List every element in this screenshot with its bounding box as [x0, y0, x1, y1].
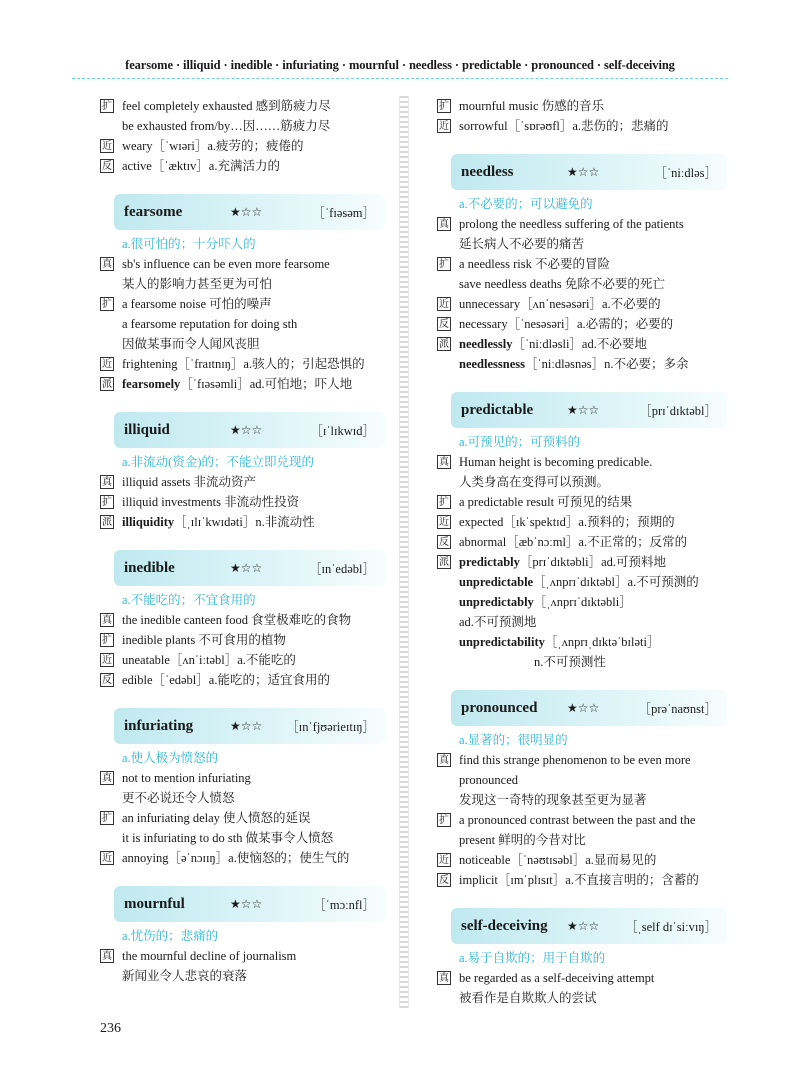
line-text: it is infuriating to do sth 做某事令人愤怒	[122, 831, 334, 845]
line-text: needlessness［ˈniːdləsnəs］n.不必要；多余	[459, 357, 689, 371]
headword: fearsome	[124, 203, 183, 220]
line-text: find this strange phenomenon to be even more	[459, 753, 691, 767]
line-text: unpredictable［ˌʌnprɪˈdɪktəbl］a.不可预测的	[459, 575, 699, 589]
entry-line	[437, 968, 727, 988]
entry-tag-icon: 派	[102, 517, 112, 528]
line-text: feel completely exhausted 感到筋疲力尽	[122, 99, 331, 113]
entry-line	[437, 632, 727, 652]
headword-banner	[451, 908, 727, 944]
difficulty-stars: ★☆☆	[230, 204, 263, 219]
entry-line	[437, 552, 727, 572]
headword-meaning: a.可预见的；可预料的	[459, 435, 581, 449]
entry-tag-icon: 扩	[102, 497, 112, 508]
derived-word: predictably	[459, 555, 520, 569]
line-text: n.不可预测性	[534, 655, 606, 669]
line-text: unpredictably［ˌʌnprɪˈdɪktəbli］	[459, 595, 632, 609]
continuation-line	[437, 96, 727, 116]
headword: mournful	[124, 895, 185, 912]
difficulty-stars: ★☆☆	[567, 918, 600, 933]
entry-tag-icon: 反	[439, 537, 449, 548]
entry-line	[100, 966, 385, 986]
entry-line	[437, 334, 727, 354]
line-text: frightening［ˈfraɪtnɪŋ］a.骇人的；引起恐惧的	[122, 357, 365, 371]
line-text: edible［ˈedəbl］a.能吃的；适宜食用的	[122, 673, 330, 687]
entry-line	[437, 572, 727, 592]
entry-line	[100, 314, 385, 334]
entry-tag-icon: 真	[102, 477, 112, 488]
line-text: the inedible canteen food 食堂极难吃的食物	[122, 613, 352, 627]
headword-meaning: a.忧伤的；悲痛的	[122, 929, 219, 943]
entry-tag-icon: 真	[439, 973, 449, 984]
entry-tag-icon: 扩	[102, 635, 112, 646]
line-text: be exhausted from/by…因……筋疲力尽	[122, 119, 331, 133]
entry-tag-icon: 真	[439, 457, 449, 468]
line-text: a needless risk 不必要的冒险	[459, 257, 611, 271]
entry-tag-icon: 真	[439, 219, 449, 230]
entry-tag-icon: 派	[102, 379, 112, 390]
entry-line	[100, 354, 385, 374]
phonetic: ［ˈfɪəsəm］	[312, 206, 375, 220]
line-text: a pronounced contrast between the past and the	[459, 813, 696, 827]
line-text: the mournful decline of journalism	[122, 949, 297, 963]
line-text: needlessly［ˈniːdləsli］ad.不必要地	[459, 337, 647, 351]
line-text: pronounced	[459, 773, 519, 787]
line-text: 新闻业令人悲哀的衰落	[122, 969, 248, 983]
running-header: fearsome · illiquid · inedible · infuriating · mournful · needless · predictable · pronounced · self-deceiving	[125, 58, 675, 72]
entry-line	[100, 294, 385, 314]
difficulty-stars: ★☆☆	[230, 422, 263, 437]
line-text: illiquid investments 非流动性投资	[122, 495, 300, 509]
entry-tag-icon: 扩	[102, 299, 112, 310]
entry-line	[437, 452, 727, 472]
phonetic: ［prəˈnaʊnst］	[638, 702, 717, 716]
line-text: a fearsome noise 可怕的噪声	[122, 297, 272, 311]
headword: inedible	[124, 559, 175, 576]
headword: needless	[461, 163, 514, 180]
entry-tag-icon: 扩	[439, 815, 449, 826]
entry-line	[437, 870, 727, 890]
headword-banner	[451, 690, 727, 726]
entry-tag-icon: 扩	[439, 497, 449, 508]
entry-tag-icon: 扩	[102, 101, 112, 112]
entry-line	[100, 512, 385, 532]
line-text: ad.不可预测地	[459, 615, 537, 629]
line-text: weary［ˈwɪəri］a.疲劳的；疲倦的	[122, 139, 304, 153]
entry-line	[100, 768, 385, 788]
entry-tag-icon: 扩	[102, 813, 112, 824]
entry-tag-icon: 真	[102, 773, 112, 784]
entry-tag-icon: 反	[439, 875, 449, 886]
entry-tag-icon: 真	[102, 615, 112, 626]
entry-tag-icon: 扩	[439, 259, 449, 270]
line-text: Human height is becoming predicable.	[459, 455, 653, 469]
line-text: active［ˈæktɪv］a.充满活力的	[122, 159, 280, 173]
line-text: sb's influence can be even more fearsome	[122, 257, 330, 271]
headword-banner	[451, 392, 727, 428]
entry-line	[100, 254, 385, 274]
entry-line	[437, 354, 727, 374]
headword-meaning: a.显著的；很明显的	[459, 733, 568, 747]
phonetic: ［ɪˈlɪkwɪd］	[310, 424, 375, 438]
entry-line	[437, 492, 727, 512]
line-text: a predictable result 可预见的结果	[459, 495, 633, 509]
phonetic: ［ˌself dɪˈsiːvɪŋ］	[625, 920, 717, 934]
entry-line	[437, 512, 727, 532]
continuation-line	[100, 156, 385, 176]
line-text: abnormal［æbˈnɔːml］a.不正常的；反常的	[459, 535, 688, 549]
line-text: necessary［ˈnesəsəri］a.必需的；必要的	[459, 317, 674, 331]
line-text: expected［ɪkˈspektɪd］a.预料的；预期的	[459, 515, 675, 529]
entry-line	[437, 592, 727, 612]
line-text: predictably［prɪˈdɪktəbli］ad.可预料地	[459, 555, 667, 569]
derived-word: unpredictable	[459, 575, 534, 589]
derived-word: needlessly	[459, 337, 513, 351]
line-text: illiquidity［ˌɪlɪˈkwɪdəti］n.非流动性	[122, 515, 315, 529]
line-text: 发现这一奇特的现象甚至更为显著	[459, 793, 647, 807]
entry-line	[437, 472, 727, 492]
line-text: a fearsome reputation for doing sth	[122, 317, 298, 331]
line-text: 被看作是自欺欺人的尝试	[459, 991, 597, 1005]
line-text: 更不必说还令人愤怒	[122, 791, 235, 805]
entry-line	[100, 788, 385, 808]
headword-meaning: a.很可怕的；十分吓人的	[122, 237, 256, 251]
headword-meaning: a.使人极为愤怒的	[122, 751, 219, 765]
entry-tag-icon: 近	[102, 655, 112, 666]
derived-word: illiquidity	[122, 515, 175, 529]
continuation-line	[100, 116, 385, 136]
page-number: 236	[100, 1021, 121, 1036]
entry-tag-icon: 近	[102, 141, 112, 152]
headword: infuriating	[124, 717, 194, 734]
line-text: implicit［ɪmˈplɪsɪt］a.不直接言明的；含蓄的	[459, 873, 699, 887]
entry-line	[100, 492, 385, 512]
line-text: unpredictability［ˌʌnprɪˌdɪktəˈbɪləti］	[459, 635, 660, 649]
line-text: not to mention infuriating	[122, 771, 251, 785]
entry-tag-icon: 反	[439, 319, 449, 330]
phonetic: ［prɪˈdɪktəbl］	[639, 404, 717, 418]
headword-banner	[114, 550, 385, 586]
entry-line	[437, 790, 727, 810]
entry-tag-icon: 真	[439, 755, 449, 766]
column-divider	[399, 96, 409, 1008]
entry-line	[100, 630, 385, 650]
entry-line	[437, 830, 727, 850]
entry-line	[437, 234, 727, 254]
phonetic: ［ɪnˈedəbl］	[309, 562, 375, 576]
left-column	[100, 96, 385, 986]
difficulty-stars: ★☆☆	[567, 700, 600, 715]
derived-word: unpredictability	[459, 635, 545, 649]
headword-banner	[114, 708, 385, 744]
entry-tag-icon: 真	[102, 259, 112, 270]
headword-meaning: a.不必要的；可以避免的	[459, 197, 593, 211]
entry-line	[100, 848, 385, 868]
difficulty-stars: ★☆☆	[230, 560, 263, 575]
headword-meaning: a.易于自欺的；用于自欺的	[459, 951, 606, 965]
entry-line	[100, 334, 385, 354]
entry-tag-icon: 派	[439, 339, 449, 350]
line-text: 延长病人不必要的痛苦	[459, 237, 585, 251]
entry-tag-icon: 反	[102, 161, 112, 172]
difficulty-stars: ★☆☆	[567, 164, 600, 179]
line-text: be regarded as a self-deceiving attempt	[459, 971, 655, 985]
headword-banner	[114, 412, 385, 448]
entry-line	[437, 274, 727, 294]
difficulty-stars: ★☆☆	[230, 718, 263, 733]
line-text: sorrowful［ˈsɒrəʊfl］a.悲伤的；悲痛的	[459, 119, 669, 133]
phonetic: ［ˈmɔːnfl］	[313, 898, 375, 912]
derived-word: needlessness	[459, 357, 525, 371]
phonetic: ［ɪnˈfjʊərieɪtɪŋ］	[286, 720, 375, 734]
entry-tag-icon: 真	[102, 951, 112, 962]
continuation-line	[437, 116, 727, 136]
derived-word: unpredictably	[459, 595, 534, 609]
line-text: present 鲜明的今昔对比	[459, 833, 586, 847]
headword: illiquid	[124, 421, 170, 438]
derived-word: fearsomely	[122, 377, 181, 391]
right-column	[437, 96, 727, 1008]
entry-line	[100, 472, 385, 492]
entry-line	[437, 254, 727, 274]
line-text: noticeable［ˈnəʊtɪsəbl］a.显而易见的	[459, 853, 657, 867]
phonetic: ［ˈniːdləs］	[654, 166, 717, 180]
headword-banner	[451, 154, 727, 190]
entry-line	[437, 652, 727, 672]
line-text: prolong the needless suffering of the patients	[459, 217, 684, 231]
headword-banner	[114, 886, 385, 922]
entry-line	[437, 750, 727, 770]
entry-line	[437, 612, 727, 632]
difficulty-stars: ★☆☆	[567, 402, 600, 417]
line-text: 人类身高在变得可以预测。	[459, 475, 610, 489]
headword-meaning: a.不能吃的；不宜食用的	[122, 593, 256, 607]
entry-line	[437, 214, 727, 234]
entry-line	[100, 808, 385, 828]
entry-line	[437, 532, 727, 552]
entry-tag-icon: 反	[102, 675, 112, 686]
line-text: illiquid assets 非流动资产	[122, 475, 257, 489]
line-text: uneatable［ʌnˈiːtəbl］a.不能吃的	[122, 653, 296, 667]
entry-line	[100, 946, 385, 966]
header-rule	[72, 78, 728, 79]
line-text: inedible plants 不可食用的植物	[122, 633, 286, 647]
entry-line	[437, 294, 727, 314]
headword-meaning: a.非流动(资金)的；不能立即兑现的	[122, 455, 314, 469]
line-text: 某人的影响力甚至更为可怕	[122, 277, 273, 291]
entry-tag-icon: 派	[439, 557, 449, 568]
entry-line	[437, 850, 727, 870]
entry-tag-icon: 近	[439, 121, 449, 132]
entry-line	[100, 274, 385, 294]
entry-tag-icon: 近	[102, 853, 112, 864]
headword: predictable	[461, 401, 534, 418]
headword: self-deceiving	[461, 917, 548, 934]
entry-tag-icon: 近	[439, 517, 449, 528]
entry-line	[437, 988, 727, 1008]
entry-line	[100, 610, 385, 630]
line-text: an infuriating delay 使人愤怒的延误	[122, 811, 311, 825]
entry-line	[100, 650, 385, 670]
entry-line	[437, 314, 727, 334]
line-text: mournful music 伤感的音乐	[459, 99, 605, 113]
continuation-line	[100, 136, 385, 156]
entry-tag-icon: 近	[439, 855, 449, 866]
continuation-line	[100, 96, 385, 116]
entry-line	[100, 670, 385, 690]
headword: pronounced	[461, 699, 538, 716]
headword-banner	[114, 194, 385, 230]
entry-tag-icon: 近	[102, 359, 112, 370]
entry-tag-icon: 扩	[439, 101, 449, 112]
entry-line	[100, 828, 385, 848]
line-text: annoying［əˈnɔɪɪŋ］a.使恼怒的；使生气的	[122, 851, 350, 865]
line-text: unnecessary［ʌnˈnesəsəri］a.不必要的	[459, 297, 661, 311]
entry-tag-icon: 近	[439, 299, 449, 310]
line-text: save needless deaths 免除不必要的死亡	[459, 277, 665, 291]
line-text: 因做某事而令人闻风丧胆	[122, 337, 260, 351]
entry-line	[437, 770, 727, 790]
entry-line	[437, 810, 727, 830]
line-text: fearsomely［ˈfɪəsəmli］ad.可怕地；吓人地	[122, 377, 353, 391]
difficulty-stars: ★☆☆	[230, 896, 263, 911]
entry-line	[100, 374, 385, 394]
